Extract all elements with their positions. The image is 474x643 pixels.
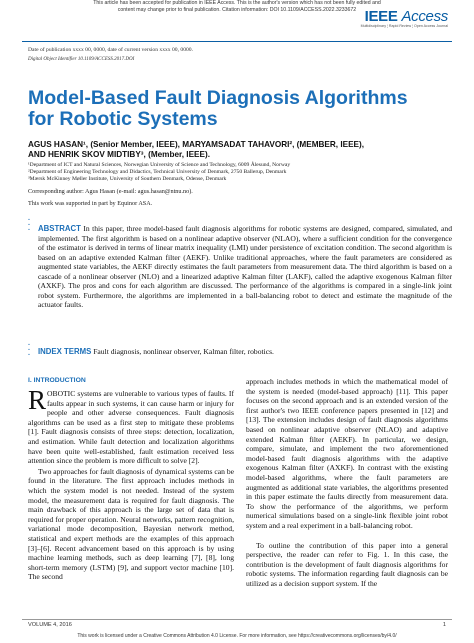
volume-label: VOLUME 4, 2016: [28, 622, 72, 628]
footer-rule: [22, 619, 452, 620]
logo-text-bold: IEEE: [364, 8, 398, 25]
affiliations: [28, 162, 448, 183]
author-list: [28, 140, 448, 160]
abstract-text: In this paper, three model-based fault diagnosis algorithms for robotic systems are designed, compared, simulated, and implemented. The first algorithm is based on a nonlinear adaptive observer (NLAO), where a sufficient condition for the convergence of the estimator is derived in terms of linear matrix inequality (LMI) under persistence of excitation condition. The second algorithm is based on an adaptive extended Kalman filter (AEKF). Unlike traditional approaches, where the fault parameters are considered as augmented state variables, the AEKF directly estimates the fault parameters from measurement data. The third algorithm is based on a cascade of a nonlinear observer (NLO) and a linearized adaptive Kalman filter (LAKF), called the adaptive exogenous Kalman filter (AXKF). The pros and cons for each algorithm are discussed. The performance of the algorithms is compared in a single-link joint robot system. Furthermore, the algorithms are implemented in a ball-balancing robot to detect and estimate the magnitude of the actuator faults.: [38, 224, 452, 310]
header-rule: [22, 41, 452, 42]
left-column: [28, 385, 234, 582]
authors-line-2: AND HENRIK SKOV MIDTIBY³, (Member, IEEE).: [28, 150, 210, 159]
logo-tagline: Multidisciplinary ¦ Rapid Review ¦ Open Access Journal: [360, 24, 448, 28]
index-terms: [38, 347, 452, 356]
index-terms-text: Fault diagnosis, nonlinear observer, Kalman filter, robotics.: [93, 347, 274, 356]
intro-paragraph-4: To outline the contribution of this paper into a general perspective, the reader can refer to Fig. 1. In this case, the contribution is the development of fault diagnosis algorithms for robotic systems. The information regarding fault diagnosis can be utilized as a decision support system. If the: [246, 540, 448, 588]
page-number: 1: [442, 622, 446, 628]
corresponding-author: Corresponding author: Agus Hasan (e-mail: agus.hasan@ntnu.no).: [28, 188, 193, 195]
index-terms-label: INDEX TERMS: [38, 347, 92, 356]
intro-paragraph-3: approach includes methods in which the mathematical model of the system is needed (model-based approach) [11]. This paper focuses on the second approach and is an extended version of the first author's two IEEE conference papers presented in [12] and [13]. The extension includes design of fault diagnosis algorithms based on nonlinear adaptive observer (NLAO) and adaptive extended Kalman filter (AEKF). In particular, we design, compare, simulate, and implement the two aforementioned model-based fault diagnosis algorithms with the adaptive exogenous Kalman filter (AXKF). In contrast with the existing model-based algorithms, where the fault parameters are augmented as additional state variables, the algorithms presented in this paper estimate the faults directly from measurement data. To show the performance of the algorithms, we perform numerical simulations based on a single-link flexible joint robot system and a real experiment in a ball-balancing robot.: [246, 377, 448, 530]
authors-line-1: AGUS HASAN¹, (Senior Member, IEEE), MARYAMSADAT TAHAVORI², (MEMBER, IEEE),: [28, 140, 365, 149]
intro-paragraph-1-text: OBOTIC systems are vulnerable to various types of faults. If faults appear in such systems, it can cause harm or injury for people and other adverse consequences. Fault diagnosis algorithms can be used as a first step to mitigate these problems [1]. Fault diagnosis consists of three steps: detection, localization, and estimation. While fault detection and localization algorithms have been quite well-established, fault estimation received less attention since the problem is more difficult to solve [2].: [28, 389, 234, 466]
doi-line: Digital Object Identifier 10.1109/ACCESS.2017.DOI: [28, 57, 135, 62]
abstract-label: ABSTRACT: [38, 224, 81, 233]
section-heading: I. INTRODUCTION: [28, 377, 86, 384]
funding-note: This work was supported in part by Equinor ASA.: [28, 200, 153, 207]
right-column: [246, 377, 448, 588]
drop-cap: R: [28, 385, 47, 415]
notice-line-1: This article has been accepted for publication in IEEE Access. This is the author's version which has not been fully edited and: [93, 0, 381, 6]
index-dots-icon: · · ·: [28, 342, 31, 359]
title-line-1: Model-Based Fault Diagnosis Algorithms: [28, 87, 408, 109]
title-line-2: for Robotic Systems: [28, 108, 218, 130]
license-notice: This work is licensed under a Creative Commons Attribution 4.0 License. For more information, see https://creativecommons.org/licenses/by/4.0/: [77, 633, 397, 639]
intro-paragraph-2: Two approaches for fault diagnosis of dynamical systems can be found in the literature. The first approach includes methods in which the system model is not needed. Instead of the system model, the measurement data is required for fault diagnosis. The main drawback of this approach is the large set of data that is required for proper operation. Neural networks, pattern recognition, variational mode decomposition, Bayesian network method, statistical and expert methods are the examples of this approach [3]–[6]. Recent advancement based on this approach is by using machine learning methods, such as deep learning [7], [8], long short-term memory (LSTM) [9], and support vector machine [10]. The second: [28, 466, 234, 582]
affiliation-3: ³Mærsk McKinney Møller Institute, University of Southern Denmark, Odense, Denmark: [28, 176, 227, 182]
logo-text-italic: Access: [401, 8, 448, 25]
abstract: [38, 224, 452, 310]
publication-date: Date of publication xxxx 00, 0000, date of current version xxxx 00, 0000.: [28, 47, 193, 53]
intro-paragraph-1: [28, 385, 234, 466]
paper-title: [28, 88, 448, 130]
affiliation-2: ²Department of Engineering Technology and Didactics, Technical University of Denmark, 2750 Ballerup, Denmark: [28, 169, 287, 175]
notice-line-2: content may change prior to final publication. Citation information: DOI 10.1109/ACCESS.2022.3233672: [117, 7, 357, 13]
abstract-dots-icon: · · ·: [28, 217, 31, 234]
journal-logo: [361, 8, 448, 28]
affiliation-1: ¹Department of ICT and Natural Sciences, Norwegian University of Science and Technology, 6009 Ålesund, Norway: [28, 162, 291, 168]
